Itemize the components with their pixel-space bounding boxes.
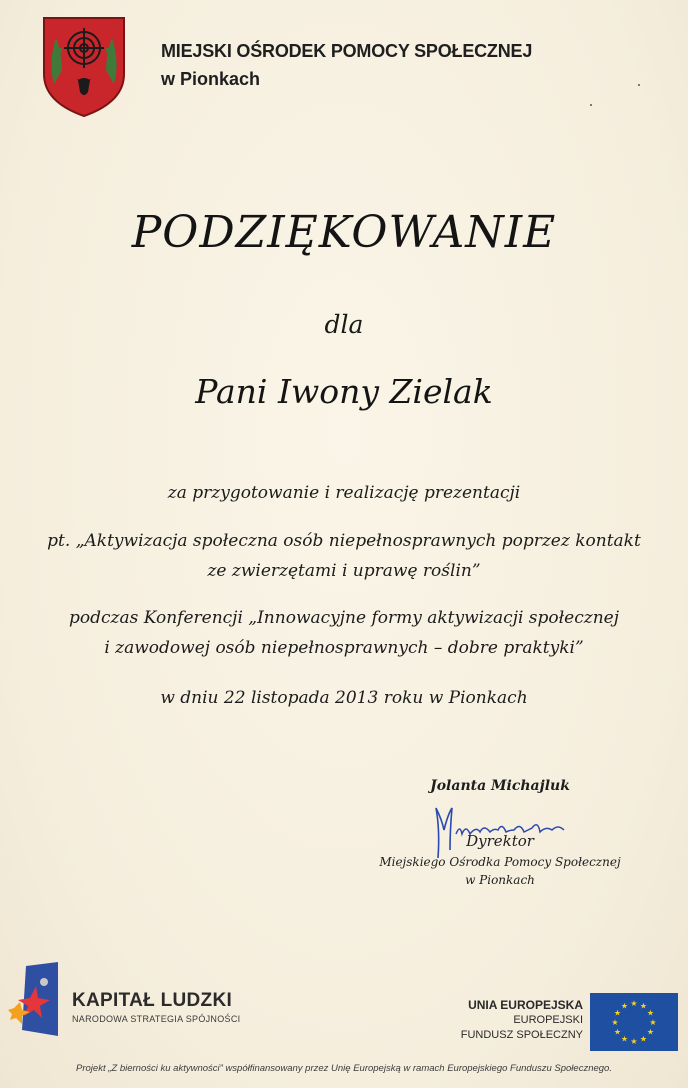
kapital-ludzki-star-icon: [8, 962, 60, 1040]
eu-star-icon: ★: [611, 1018, 619, 1027]
certificate-title: PODZIĘKOWANIE: [131, 207, 557, 258]
eu-star-icon: ★: [613, 1008, 622, 1018]
kapital-ludzki-subtitle: NARODOWA STRATEGIA SPÓJNOŚCI: [72, 1014, 241, 1024]
signer-city: w Pionkach: [465, 873, 535, 887]
eu-star-icon: ★: [630, 999, 638, 1008]
signer-role: Dyrektor: [466, 832, 534, 850]
eu-star-icon: ★: [646, 1027, 655, 1037]
coat-of-arms-stag-icon: [40, 14, 128, 120]
eu-star-icon: ★: [649, 1018, 657, 1027]
body-line-4: podczas Konferencji „Innowacyjne formy aktywizacji społecznej: [69, 608, 619, 628]
eu-star-icon: ★: [620, 1034, 629, 1044]
eu-star-icon: ★: [620, 1001, 629, 1011]
eu-star-icon: ★: [630, 1037, 638, 1046]
eu-flag-icon: [590, 993, 678, 1051]
organization-city: w Pionkach: [161, 69, 261, 89]
paper-speck: [590, 104, 592, 106]
kapital-ludzki-title: KAPITAŁ LUDZKI: [72, 990, 233, 1011]
project-footer: Projekt „Z bierności ku aktywności” współfinansowany przez Unię Europejską w ramach Europejskiego Funduszu Społecznego.: [76, 1063, 612, 1074]
signer-organization: Miejskiego Ośrodka Pomocy Społecznej: [379, 855, 621, 869]
eu-star-icon: ★: [613, 1027, 622, 1037]
body-line-1: za przygotowanie i realizację prezentacji: [167, 483, 521, 503]
body-line-6: w dniu 22 listopada 2013 roku w Pionkach: [160, 688, 528, 708]
body-line-2: pt. „Aktywizacja społeczna osób niepełnosprawnych poprzez kontakt: [47, 531, 641, 551]
body-line-5: i zawodowej osób niepełnosprawnych – dobre praktyki”: [104, 638, 584, 658]
body-line-3: ze zwierzętami i uprawę roślin”: [207, 561, 481, 581]
recipient-name: Pani Iwony Zielak: [195, 372, 493, 411]
paper-speck: [638, 84, 640, 86]
eu-star-icon: ★: [639, 1034, 648, 1044]
eu-fund-line-1: EUROPEJSKI: [513, 1014, 583, 1026]
eu-star-icon: ★: [639, 1001, 648, 1011]
signer-name: Jolanta Michajluk: [430, 778, 570, 794]
eu-title: UNIA EUROPEJSKA: [468, 998, 583, 1012]
eu-star-icon: ★: [646, 1008, 655, 1018]
eu-text-block: [461, 998, 583, 1043]
organization-name: MIEJSKI OŚRODEK POMOCY SPOŁECZNEJ: [161, 41, 533, 61]
for-label: dla: [324, 310, 364, 339]
eu-fund-line-2: FUNDUSZ SPOŁECZNY: [460, 1029, 583, 1041]
